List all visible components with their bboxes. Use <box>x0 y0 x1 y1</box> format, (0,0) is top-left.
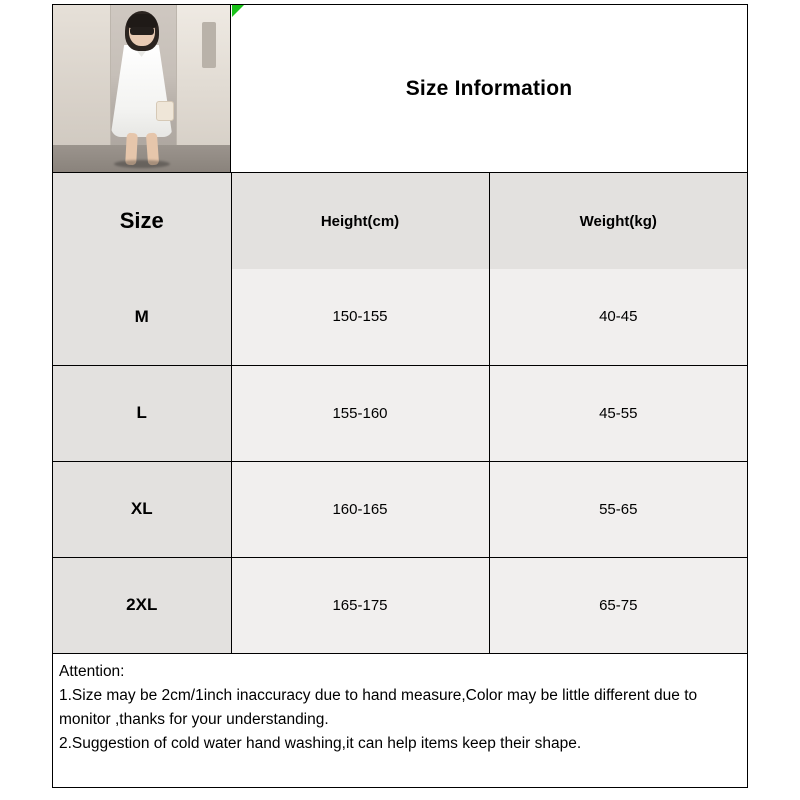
cell-weight: 55-65 <box>489 461 747 557</box>
cell-size: XL <box>53 461 231 557</box>
cell-weight: 65-75 <box>489 557 747 653</box>
attention-note-2: 2.Suggestion of cold water hand washing,it can help items keep their shape. <box>59 735 582 752</box>
cell-size: 2XL <box>53 557 231 653</box>
table-row <box>53 461 747 557</box>
size-chart <box>52 4 748 788</box>
table-row <box>53 269 747 365</box>
cell-size: L <box>53 365 231 461</box>
title-cell <box>231 5 747 172</box>
photo-dress <box>111 45 173 137</box>
cell-height: 165-175 <box>231 557 489 653</box>
column-header-weight: Weight(kg) <box>489 173 747 269</box>
attention-heading: Attention: <box>59 663 125 680</box>
photo-sunglasses <box>130 27 154 35</box>
photo-hair-fringe <box>127 14 157 28</box>
table-header-row <box>53 173 747 269</box>
cell-height: 155-160 <box>231 365 489 461</box>
page-title: Size Information <box>405 76 573 100</box>
cell-size: M <box>53 269 231 365</box>
product-photo <box>53 5 231 172</box>
column-header-size: Size <box>53 173 231 269</box>
model-image <box>53 5 230 172</box>
photo-handbag <box>156 101 174 121</box>
cell-weight: 40-45 <box>489 269 747 365</box>
attention-note-1: 1.Size may be 2cm/1inch inaccuracy due to hand measure,Color may be little different due to monitor ,thanks for your understanding. <box>59 687 698 728</box>
table-row <box>53 365 747 461</box>
cell-height: 150-155 <box>231 269 489 365</box>
green-corner-marker-icon <box>232 5 244 17</box>
attention-block <box>53 653 747 789</box>
photo-shadow <box>114 160 170 168</box>
cell-weight: 45-55 <box>489 365 747 461</box>
header-band <box>53 5 747 173</box>
cell-height: 160-165 <box>231 461 489 557</box>
photo-elevator-panel <box>202 22 216 68</box>
size-table <box>53 173 747 653</box>
column-header-height: Height(cm) <box>231 173 489 269</box>
table-row <box>53 557 747 653</box>
